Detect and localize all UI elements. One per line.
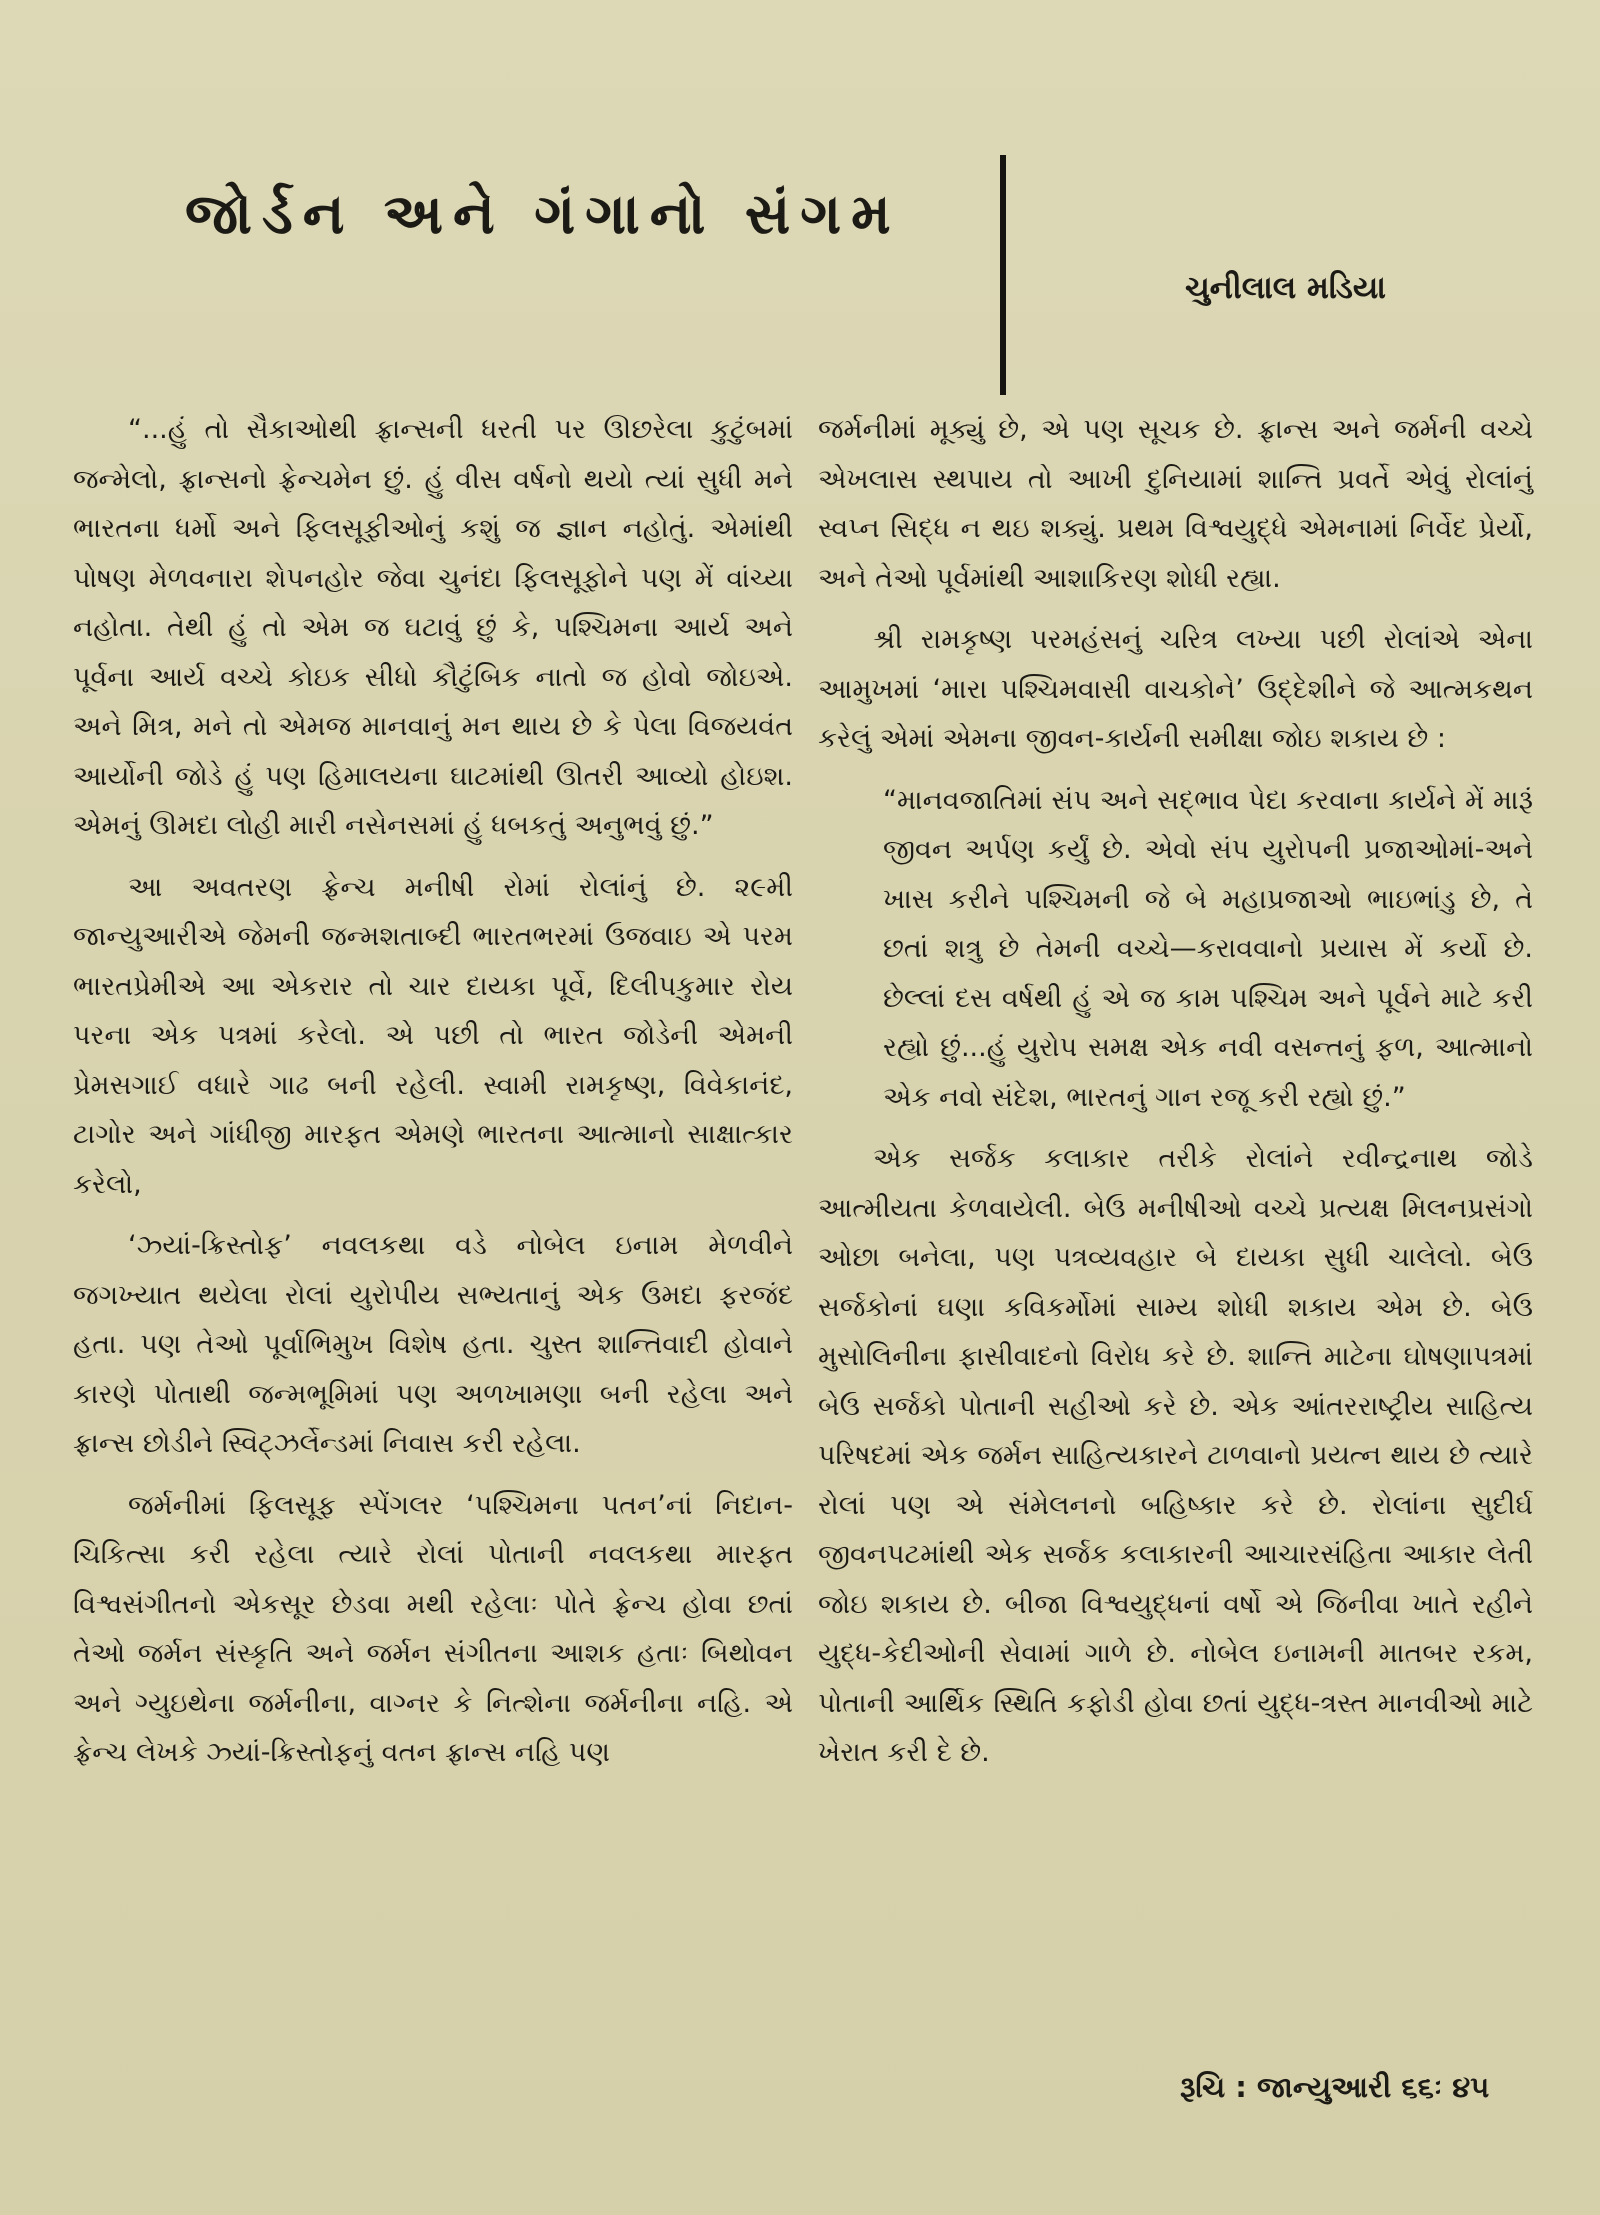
right-column [818, 405, 1533, 1790]
right-paragraph-1: જર્મનીમાં મૂક્યું છે, એ પણ સૂચક છે. ફ્રાન્સ અને જર્મની વચ્ચે એખલાસ સ્થપાય તો આખી દુનિયામાં શાન્તિ પ્રવર્તે એવું રોલાંનું સ્વપ્ન સિદ્ધ ન થઇ શક્યું. પ્રથમ વિશ્વયુદ્ધે એમનામાં નિર્વેદ પ્રેર્યો, અને તેઓ પૂર્વમાંથી આશાકિરણ શોધી રહ્યા. [818, 414, 1533, 594]
right-paragraph-2: શ્રી રામકૃષ્ણ પરમહંસનું ચરિત્ર લખ્યા પછી રોલાંએ એના આમુખમાં ‘મારા પશ્ચિમવાસી વાચકોને’ ઉદ્દેશીને જે આત્મકથન કરેલું એમાં એમના જીવન-કાર્યની સમીક્ષા જોઇ શકાય છે : [818, 624, 1533, 754]
left-paragraph-2: આ અવતરણ ફ્રેન્ચ મનીષી રોમાં રોલાંનું છે. ૨૯મી જાન્યુઆરીએ જેમની જન્મશતાબ્દી ભારતભરમાં ઉજવાઇ એ પરમ ભારતપ્રેમીએ આ એકરાર તો ચાર દાયકા પૂર્વે, દિલીપકુમાર રોય પરના એક પત્રમાં કરેલો. એ પછી તો ભારત જોડેની એમની પ્રેમસગાઈ વધારે ગાઢ બની રહેલી. સ્વામી રામકૃષ્ણ, વિવેકાનંદ, ટાગોર અને ગાંધીજી મારફત એમણે ભારતના આત્માનો સાક્ષાત્કાર કરેલો, [73, 871, 793, 1200]
author-name: ચુનીલાલ મડિયા [1185, 270, 1386, 306]
page-folio: રૂચિ : જાન્યુઆરી ૬૬ઃ ૪૫ [1180, 2070, 1490, 2104]
left-paragraph-3: ‘ઝ્યાં-ક્રિસ્તોફ’ નવલકથા વડે નોબેલ ઇનામ મેળવીને જગખ્યાત થયેલા રોલાં યુરોપીય સભ્યતાનું એક ઉમદા ફરજંદ હતા. પણ તેઓ પૂર્વાભિમુખ વિશેષ હતા. ચુસ્ત શાન્તિવાદી હોવાને કારણે પોતાથી જન્મભૂમિમાં પણ અળખામણા બની રહેલા અને ફ્રાન્સ છોડીને સ્વિટ્ઝર્લેન્ડમાં નિવાસ કરી રહેલા. [73, 1230, 793, 1459]
article-title: જોર્ડન અને ગંગાનો સંગમ [185, 182, 901, 247]
vertical-divider [1000, 155, 1006, 395]
left-paragraph-1: “...હું તો સૈકાઓથી ફ્રાન્સની ધરતી પર ઊછરેલા કુટુંબમાં જન્મેલો, ફ્રાન્સનો ફ્રેન્ચમેન છું. હું વીસ વર્ષનો થયો ત્યાં સુધી મને ભારતના ધર્મો અને ફિલસૂફીઓનું કશું જ જ્ઞાન નહોતું. એમાંથી પોષણ મેળવનારા શેપનહોર જેવા ચુનંદા ફિલસૂફોને પણ મેં વાંચ્યા નહોતા. તેથી હું તો એમ જ ઘટાવું છું કે, પશ્ચિમના આર્ય અને પૂર્વના આર્ય વચ્ચે કોઇક સીધો કૌટુંબિક નાતો જ હોવો જોઇએ. અને મિત્ર, મને તો એમજ માનવાનું મન થાય છે કે પેલા વિજયવંત આર્યોની જોડે હું પણ હિમાલયના ઘાટમાંથી ઊતરી આવ્યો હોઇશ. એમનું ઊમદા લોહી મારી નસેનસમાં હું ધબકતું અનુભવું છું.” [73, 414, 793, 841]
left-column [73, 405, 793, 1790]
quotation-block [818, 776, 1533, 1123]
quotation-text: “માનવજાતિમાં સંપ અને સદ્ભાવ પેદા કરવાના કાર્યને મેં મારૂં જીવન અર્પણ કર્યું છે. એવો સંપ યુરોપની પ્રજાઓમાં-અને ખાસ કરીને પશ્ચિમની જે બે મહાપ્રજાઓ ભાઇભાંડુ છે, તે છતાં શત્રુ છે તેમની વચ્ચે—કરાવવાનો પ્રયાસ મેં કર્યો છે. છેલ્લાં દસ વર્ષથી હું એ જ કામ પશ્ચિમ અને પૂર્વને માટે કરી રહ્યો છું...હું યુરોપ સમક્ષ એક નવી વસન્તનું ફળ, આત્માનો એક નવો સંદેશ, ભારતનું ગાન રજૂ કરી રહ્યો છું.” [883, 784, 1533, 1113]
right-paragraph-3: એક સર્જક કલાકાર તરીકે રોલાંને રવીન્દ્રનાથ જોડે આત્મીયતા કેળવાયેલી. બેઉ મનીષીઓ વચ્ચે પ્રત્યક્ષ મિલનપ્રસંગો ઓછા બનેલા, પણ પત્રવ્યવહાર બે દાયકા સુધી ચાલેલો. બેઉ સર્જકોનાં ઘણા કવિકર્મોમાં સામ્ય શોધી શકાય એમ છે. બેઉ મુસોલિનીના ફાસીવાદનો વિરોધ કરે છે. શાન્તિ માટેના ઘોષણાપત્રમાં બેઉ સર્જકો પોતાની સહીઓ કરે છે. એક આંતરરાષ્ટ્રીય સાહિત્ય પરિષદમાં એક જર્મન સાહિત્યકારને ટાળવાનો પ્રયત્ન થાય છે ત્યારે રોલાં પણ એ સંમેલનનો બહિષ્કાર કરે છે. રોલાંના સુદીર્ઘ જીવનપટમાંથી એક સર્જક કલાકારની આચારસંહિતા આકાર લેતી જોઇ શકાય છે. બીજા વિશ્વયુદ્ધનાં વર્ષો એ જિનીવા ખાતે રહીને યુદ્ધ-કેદીઓની સેવામાં ગાળે છે. નોબેલ ઇનામની માતબર રકમ, પોતાની આર્થિક સ્થિતિ કફોડી હોવા છતાં યુદ્ધ-ત્રસ્ત માનવીઓ માટે ખેરાત કરી દે છે. [818, 1143, 1533, 1768]
left-paragraph-4: જર્મનીમાં ફિલસૂફ સ્પેંગલર ‘પશ્ચિમના પતન’નાં નિદાન-ચિકિત્સા કરી રહેલા ત્યારે રોલાં પોતાની નવલકથા મારફત વિશ્વસંગીતનો એકસૂર છેડવા મથી રહેલાઃ પોતે ફ્રેન્ચ હોવા છતાં તેઓ જર્મન સંસ્કૃતિ અને જર્મન સંગીતના આશક હતાઃ બિથોવન અને ગ્યુઇથેના જર્મનીના, વાગ્નર કે નિત્શેના જર્મનીના નહિ. એ ફ્રેન્ચ લેખકે ઝ્યાં-ક્રિસ્તોફનું વતન ફ્રાન્સ નહિ પણ [73, 1489, 793, 1768]
